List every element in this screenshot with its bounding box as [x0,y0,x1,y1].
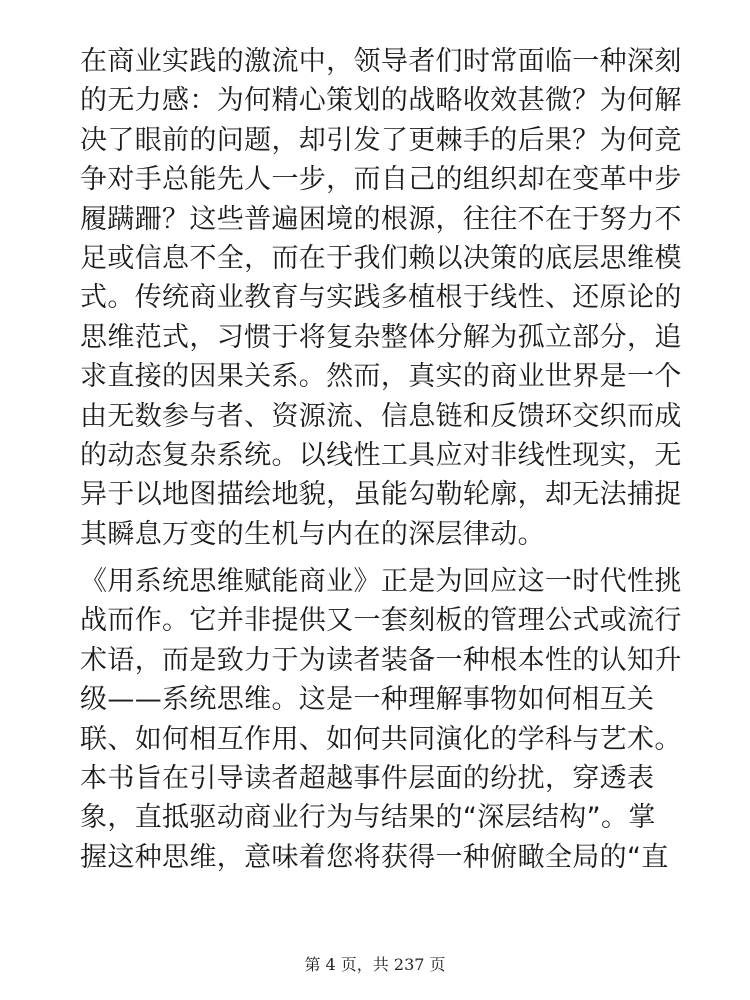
text-line: 履蹒跚？这些普遍困境的根源，往往不在于努力不 [80,203,682,235]
text-line: 在商业实践的激流中，领导者们时常面临一种深刻 [80,46,682,77]
text-line: 联、如何相互作用、如何共同演化的学科与艺术。 [80,723,682,755]
paragraph-2 [80,562,680,877]
text-line: 象，直抵驱动商业行为与结果的“深层结构”。掌 [80,802,656,834]
text-line: 握这种思维，意味着您将获得一种俯瞰全局的“直 [80,841,669,873]
paragraph-1 [80,42,680,554]
text-line: 其瞬息万变的生机与内在的深层律动。 [80,518,545,550]
text-line: 本书旨在引导读者超越事件层面的纷扰，穿透表 [80,763,655,795]
text-line: 由无数参与者、资源流、信息链和反馈环交织而成 [80,400,682,432]
text-line: 决了眼前的问题，却引发了更棘手的后果？为何竞 [80,124,682,156]
page-number-footer: 第 4 页，共 237 页 [304,955,446,974]
text-line: 的动态复杂系统。以线性工具应对非线性现实，无 [80,439,682,471]
text-line: 足或信息不全，而在于我们赖以决策的底层思维模 [80,242,682,274]
text-line: 《用系统思维赋能商业》正是为回应这一时代性挑 [80,566,682,598]
text-line: 术语，而是致力于为读者装备一种根本性的认知升 [80,644,682,676]
text-line: 战而作。它并非提供又一套刻板的管理公式或流行 [80,605,682,637]
text-line: 思维范式，习惯于将复杂整体分解为孤立部分，追 [80,321,682,353]
text-line: 异于以地图描绘地貌，虽能勾勒轮廓，却无法捕捉 [80,479,682,511]
text-line: 式。传统商业教育与实践多植根于线性、还原论的 [80,282,682,314]
text-line: 的无力感：为何精心策划的战略收效甚微？为何解 [80,85,682,117]
text-line: 级——系统思维。这是一种理解事物如何相互关 [80,684,655,716]
body-text [80,42,680,877]
text-line: 求直接的因果关系。然而，真实的商业世界是一个 [80,361,682,393]
text-line: 争对手总能先人一步，而自己的组织却在变革中步 [80,164,682,196]
